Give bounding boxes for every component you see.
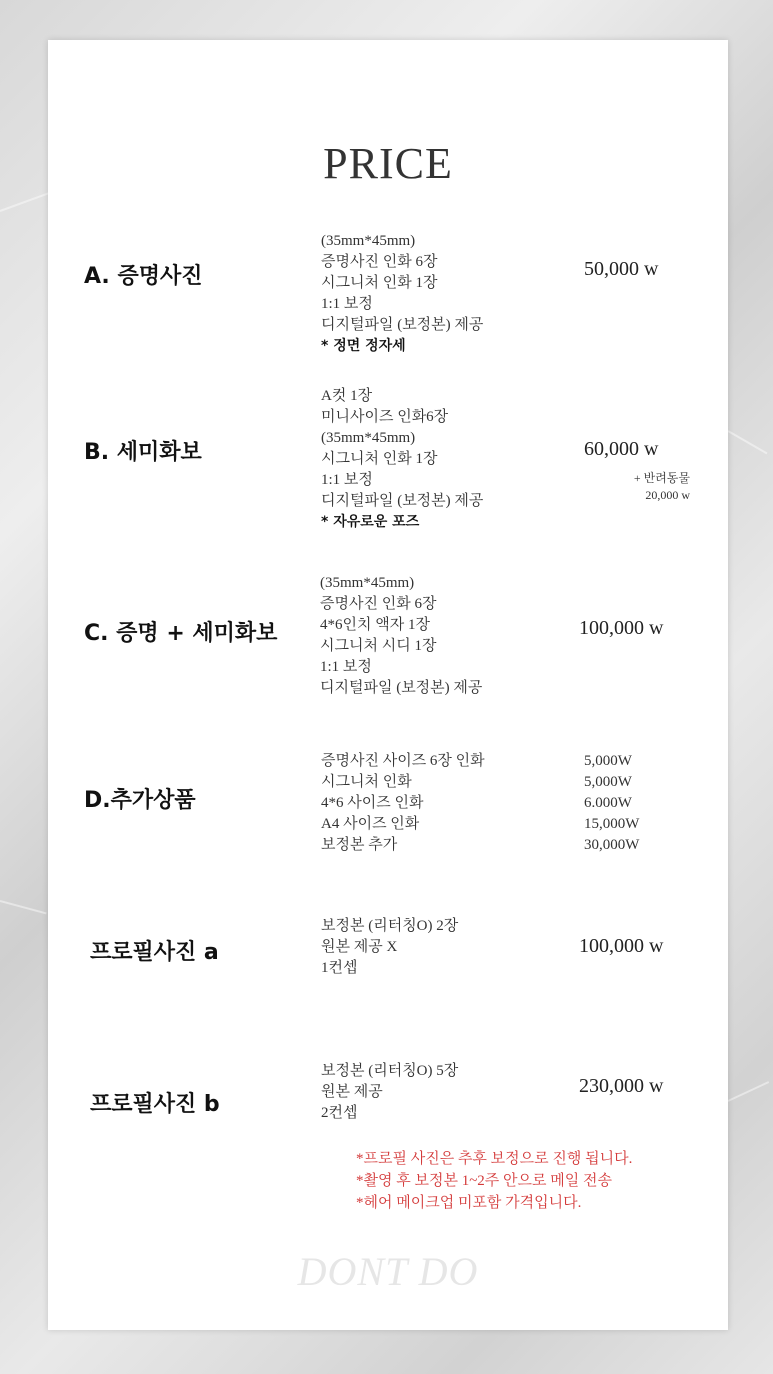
section-c-price: 100,000 w xyxy=(579,617,664,639)
section-c-description xyxy=(320,573,560,699)
addon-item-label: 보정본 추가 xyxy=(321,837,398,853)
addon-item-label: 4*6 사이즈 인화 xyxy=(321,795,424,811)
desc-line: (35mm*45mm) xyxy=(320,575,415,591)
desc-line: 1컨셉 xyxy=(321,960,358,976)
desc-line: (35mm*45mm) xyxy=(321,430,416,446)
desc-line: 디지털파일 (보정본) 제공 xyxy=(321,493,484,509)
desc-highlight: * 자유로운 포즈 xyxy=(321,514,420,530)
desc-highlight: * 정면 정자세 xyxy=(321,338,406,354)
desc-line: 증명사진 인화 6장 xyxy=(320,596,437,612)
notes xyxy=(356,1148,632,1214)
section-profile-a-price: 100,000 w xyxy=(579,935,664,957)
desc-line: A컷 1장 xyxy=(321,388,373,404)
desc-line: 원본 제공 X xyxy=(321,939,398,955)
section-profile-b-price: 230,000 w xyxy=(579,1075,664,1097)
addon-item-price: 5,000W xyxy=(584,774,632,790)
desc-line: 보정본 (리터칭O) 2장 xyxy=(321,918,459,934)
section-b-title: B. 세미화보 xyxy=(84,440,202,465)
section-d-prices xyxy=(584,751,639,856)
extra-price: 20,000 w xyxy=(645,488,690,502)
section-profile-b-title: 프로필사진 b xyxy=(90,1092,220,1117)
desc-line: 시그니처 인화 1장 xyxy=(321,275,438,291)
note-line: *프로필 사진은 추후 보정으로 진행 됩니다. xyxy=(356,1151,633,1167)
desc-line: (35mm*45mm) xyxy=(321,233,416,249)
section-b-price: 60,000 w xyxy=(584,438,659,460)
desc-line: 2컨셉 xyxy=(321,1105,358,1121)
desc-line: 보정본 (리터칭O) 5장 xyxy=(321,1063,459,1079)
addon-item-label: 시그니처 인화 xyxy=(321,774,412,790)
section-a-price: 50,000 w xyxy=(584,258,659,280)
page-title: PRICE xyxy=(323,139,453,188)
section-profile-a-description xyxy=(321,916,561,979)
desc-line: 시그니처 시디 1장 xyxy=(320,638,437,654)
desc-line: 1:1 보정 xyxy=(321,296,373,312)
desc-line: 디지털파일 (보정본) 제공 xyxy=(320,680,483,696)
addon-item-price: 15,000W xyxy=(584,816,640,832)
note-line: *헤어 메이크업 미포함 가격입니다. xyxy=(356,1195,582,1211)
section-profile-a-title: 프로필사진 a xyxy=(90,940,219,965)
desc-line: 1:1 보정 xyxy=(321,472,373,488)
desc-line: 미니사이즈 인화6장 xyxy=(321,409,449,425)
note-line: *촬영 후 보정본 1~2주 안으로 메일 전송 xyxy=(356,1173,612,1189)
section-profile-b-description xyxy=(321,1061,561,1124)
section-b-description xyxy=(321,386,561,533)
addon-item-price: 5,000W xyxy=(584,753,632,769)
watermark: DONT DO xyxy=(297,1249,479,1294)
section-d-items xyxy=(321,751,561,856)
section-b-extra xyxy=(608,470,690,504)
section-d-title: D.추가상품 xyxy=(84,788,196,813)
addon-item-price: 6.000W xyxy=(584,795,632,811)
section-c-title: C. 증명 + 세미화보 xyxy=(84,621,278,646)
price-card xyxy=(48,40,728,1330)
desc-line: 4*6인치 액자 1장 xyxy=(320,617,430,633)
desc-line: 원본 제공 xyxy=(321,1084,383,1100)
desc-line: 시그니처 인화 1장 xyxy=(321,451,438,467)
desc-line: 증명사진 인화 6장 xyxy=(321,254,438,270)
addon-item-label: 증명사진 사이즈 6장 인화 xyxy=(321,753,485,769)
addon-item-label: A4 사이즈 인화 xyxy=(321,816,420,832)
section-a-description xyxy=(321,231,561,357)
desc-line: 디지털파일 (보정본) 제공 xyxy=(321,317,484,333)
addon-item-price: 30,000W xyxy=(584,837,640,853)
desc-line: 1:1 보정 xyxy=(320,659,372,675)
section-a-title: A. 증명사진 xyxy=(84,264,203,289)
extra-label: + 반려동물 xyxy=(633,471,690,485)
